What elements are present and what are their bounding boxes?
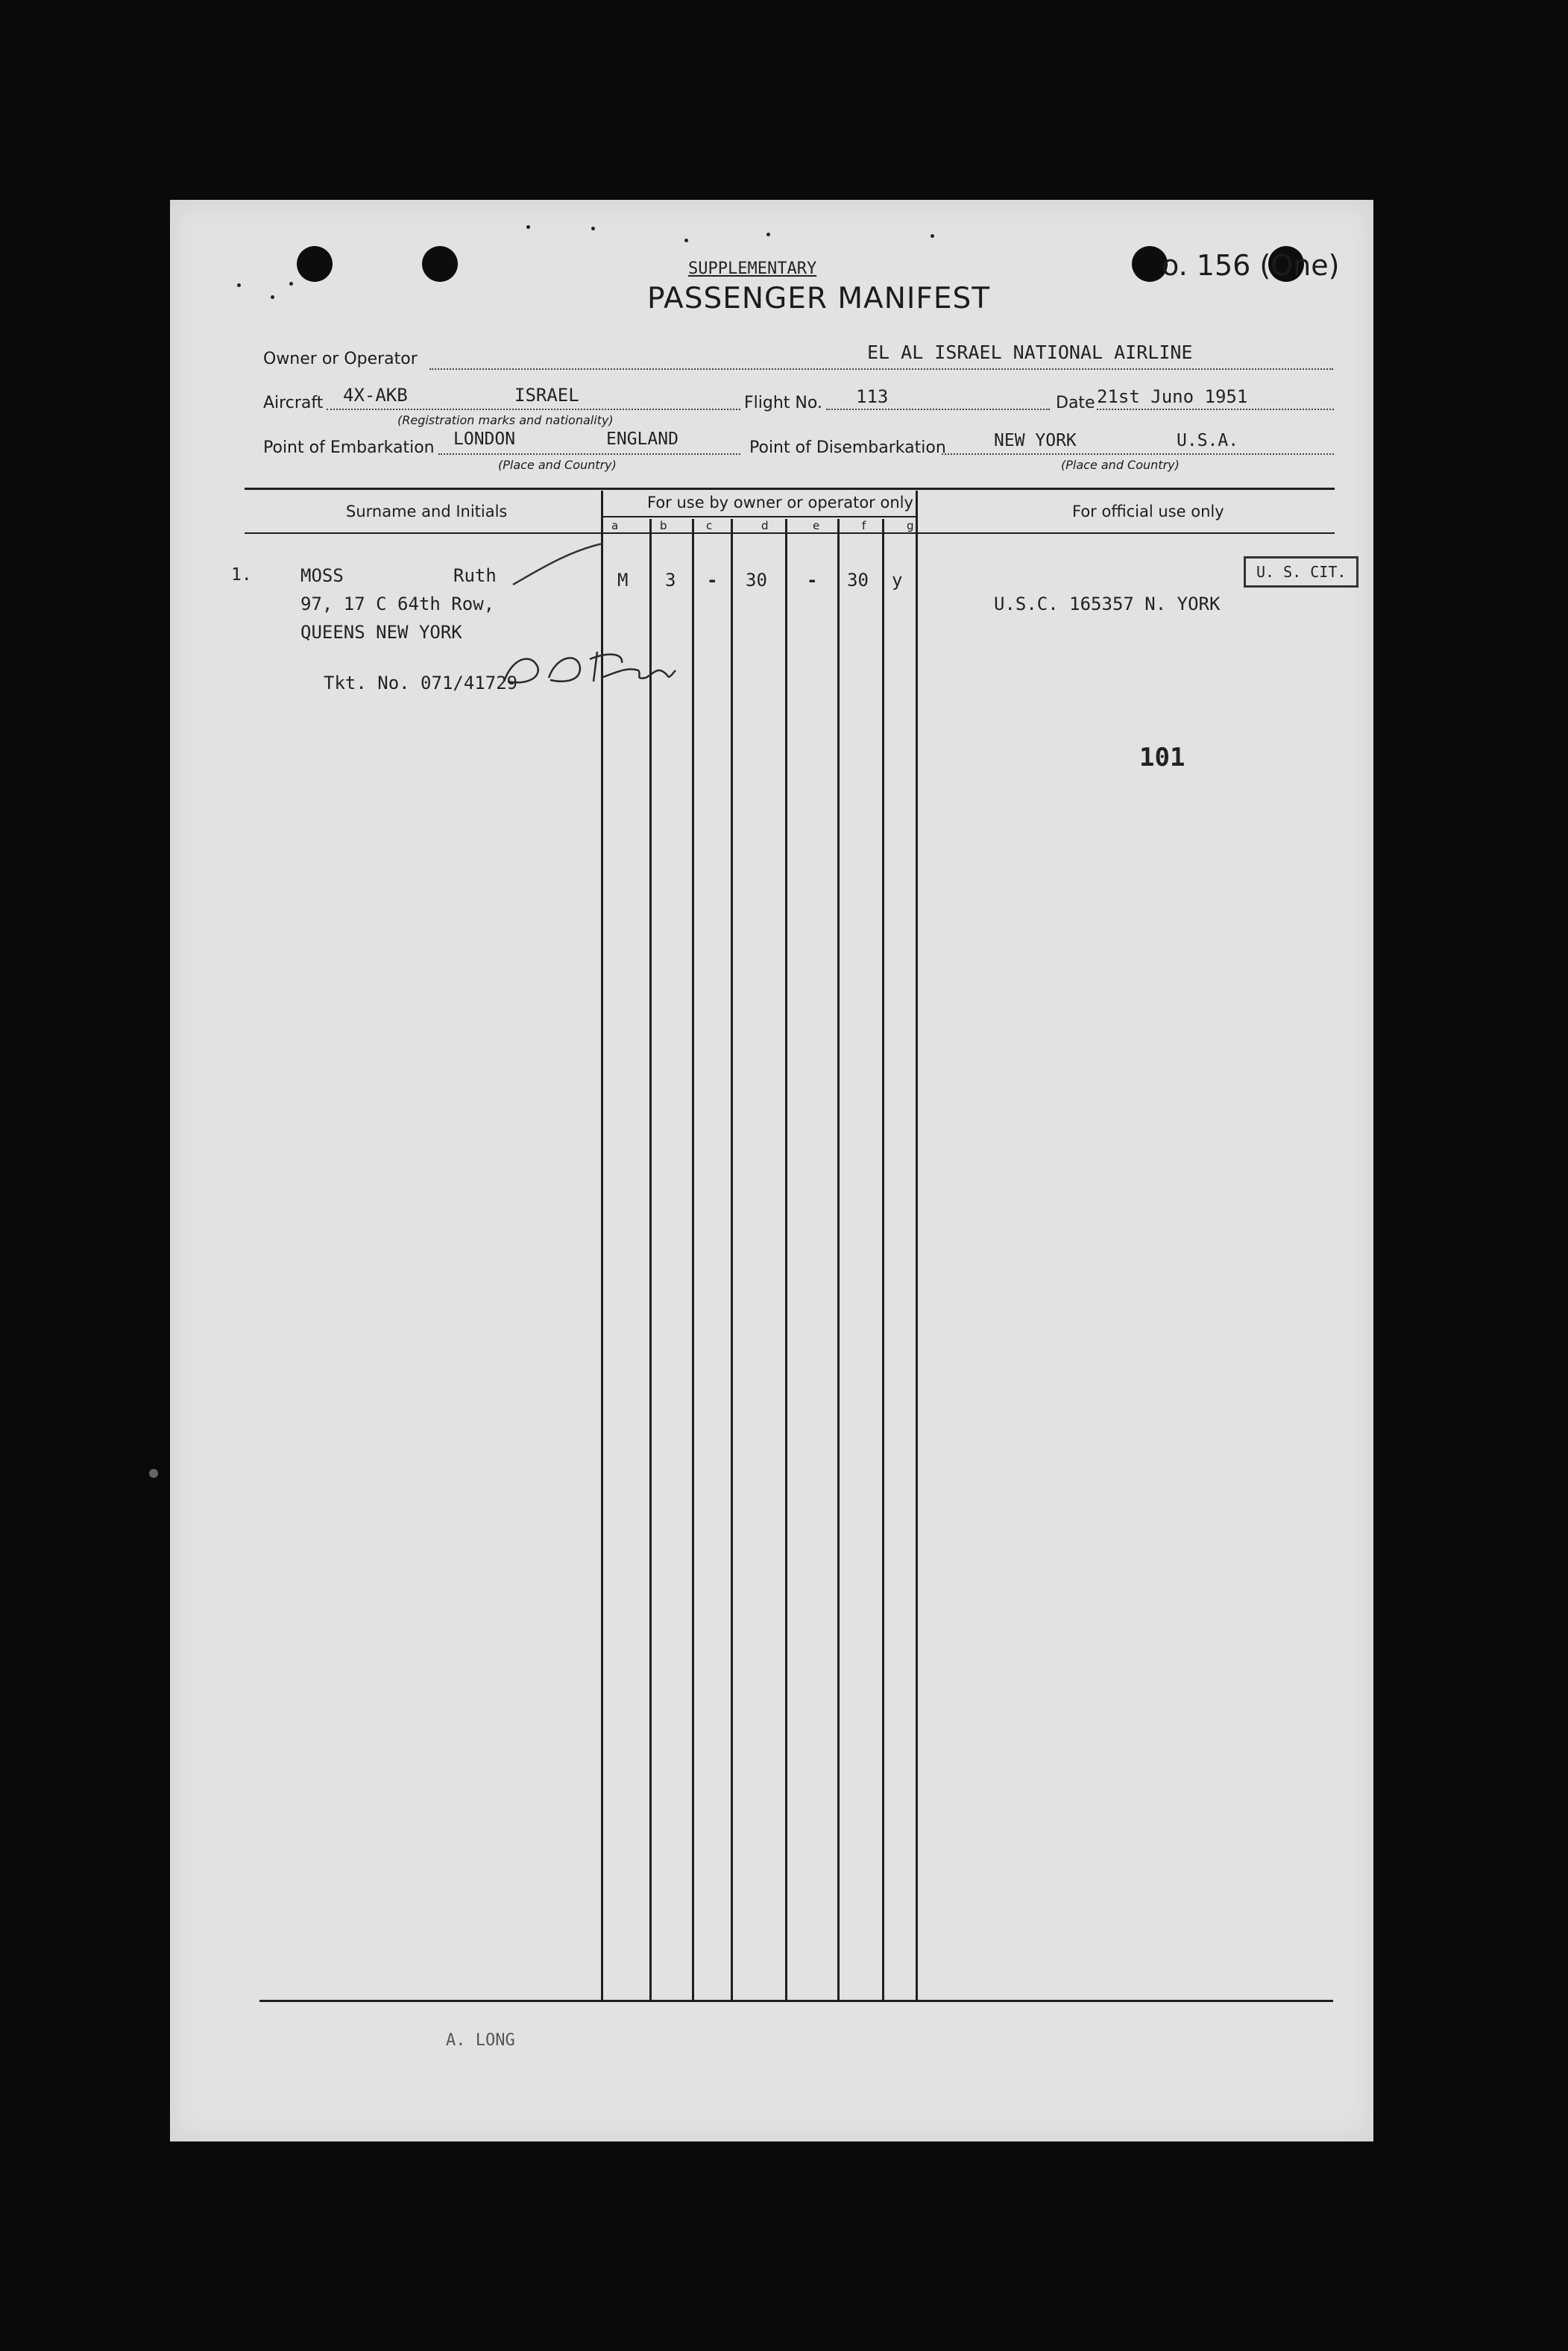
official-use-entry: U.S.C. 165357 N. YORK xyxy=(994,594,1221,614)
owner-label: Owner or Operator xyxy=(263,350,418,368)
official-annotation: 101 xyxy=(1139,743,1186,772)
value-col-f: 30 xyxy=(847,570,869,591)
table-header-bottom-rule xyxy=(245,532,1335,534)
disembarkation-place: NEW YORK xyxy=(994,431,1077,450)
column-letter-g: g xyxy=(907,519,914,532)
handwritten-initials xyxy=(497,637,683,696)
column-rule xyxy=(731,519,733,2000)
value-col-d: 30 xyxy=(746,570,767,591)
aircraft-label: Aircraft xyxy=(263,394,324,412)
disembarkation-caption: (Place and Country) xyxy=(1061,458,1180,472)
column-rule xyxy=(916,491,918,2000)
paper-speck xyxy=(271,295,274,299)
aircraft-caption: (Registration marks and nationality) xyxy=(397,413,614,427)
date-value: 21st Juno 1951 xyxy=(1097,386,1248,407)
us-citizen-stamp xyxy=(1244,556,1358,588)
date-label: Date xyxy=(1056,394,1095,412)
embarkation-dotted-line xyxy=(438,453,740,455)
aircraft-nationality: ISRAEL xyxy=(514,385,579,406)
page-title: PASSENGER MANIFEST xyxy=(647,282,991,315)
footer-signature: A. LONG xyxy=(446,2031,515,2050)
column-letter-b: b xyxy=(660,519,667,532)
flight-value: 113 xyxy=(856,386,889,407)
column-letter-f: f xyxy=(862,519,866,532)
column-letter-d: d xyxy=(761,519,769,532)
embarkation-caption: (Place and Country) xyxy=(498,458,617,472)
passenger-address-line-1: 97, 17 C 64th Row, xyxy=(300,594,495,614)
value-col-b: 3 xyxy=(665,570,676,591)
value-col-e: - xyxy=(807,570,818,591)
column-rule xyxy=(649,519,652,2000)
owner-group-divider-rule xyxy=(601,516,916,517)
paper-speck xyxy=(931,234,934,238)
column-header-surname: Surname and Initials xyxy=(346,503,508,520)
paper-speck xyxy=(289,282,293,286)
paper-speck xyxy=(149,1469,158,1478)
punch-hole-left xyxy=(297,246,333,282)
disembarkation-label: Point of Disembarkation xyxy=(749,438,946,457)
value-col-a: M xyxy=(617,570,629,591)
owner-value: EL AL ISRAEL NATIONAL AIRLINE xyxy=(867,342,1193,363)
column-header-official: For official use only xyxy=(1072,503,1224,520)
paper-speck xyxy=(684,239,688,242)
passenger-surname: MOSS xyxy=(300,565,344,586)
embarkation-country: ENGLAND xyxy=(606,429,678,449)
manifest-page xyxy=(170,200,1373,2141)
entry-number: 1. xyxy=(231,565,252,585)
manifest-number-value: 156 xyxy=(1196,249,1251,282)
us-citizen-stamp-text: U. S. CIT. xyxy=(1256,563,1347,581)
column-header-owner-group: For use by owner or operator only xyxy=(647,494,913,512)
passenger-address-line-2: QUEENS NEW YORK xyxy=(300,622,462,643)
manifest-number-prefix: o. xyxy=(1162,249,1188,282)
paper-speck xyxy=(526,225,530,229)
column-letter-e: e xyxy=(813,519,820,532)
handwritten-tick-mark xyxy=(509,540,606,592)
value-col-g: y xyxy=(892,570,903,591)
table-top-rule xyxy=(245,488,1335,490)
disembarkation-country: U.S.A. xyxy=(1177,431,1239,450)
ticket-number: Tkt. No. 071/41729 xyxy=(324,673,518,693)
owner-dotted-line xyxy=(429,368,1333,370)
column-letter-c: c xyxy=(706,519,713,532)
footer-rule xyxy=(259,2000,1333,2002)
paper-speck xyxy=(766,233,770,236)
embarkation-label: Point of Embarkation xyxy=(263,438,435,457)
column-rule xyxy=(837,519,840,2000)
flight-dotted-line xyxy=(826,409,1050,410)
manifest-number xyxy=(1162,249,1339,282)
punch-hole-center xyxy=(422,246,458,282)
paper-speck xyxy=(591,227,595,230)
passenger-given-name: Ruth xyxy=(453,565,497,586)
supplementary-label: SUPPLEMENTARY xyxy=(688,259,817,278)
column-rule xyxy=(882,519,884,2000)
column-rule xyxy=(785,519,787,2000)
column-rule xyxy=(692,519,694,2000)
column-rule xyxy=(601,491,603,2000)
paper-speck xyxy=(237,283,241,287)
value-col-c: - xyxy=(707,570,718,591)
column-letter-a: a xyxy=(611,519,619,532)
disembarkation-dotted-line xyxy=(942,453,1334,455)
embarkation-place: LONDON xyxy=(453,429,516,449)
manifest-number-suffix: (One) xyxy=(1259,249,1340,282)
date-dotted-line xyxy=(1097,409,1334,410)
aircraft-registration: 4X-AKB xyxy=(343,385,408,406)
flight-label: Flight No. xyxy=(744,394,822,412)
aircraft-dotted-line xyxy=(327,409,740,410)
